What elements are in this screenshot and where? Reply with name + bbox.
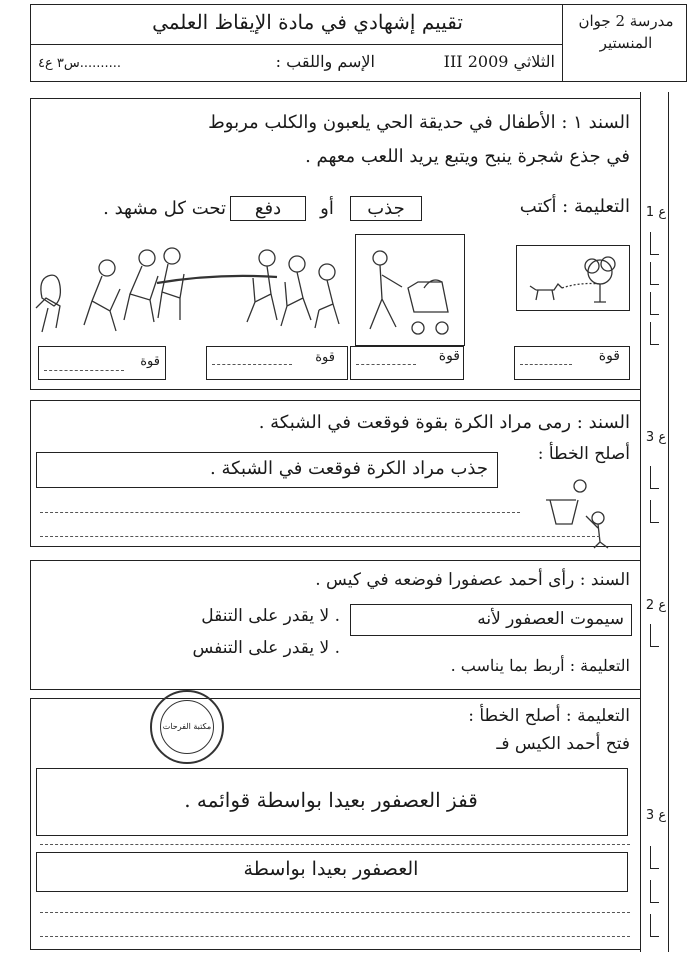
section1-instruction: التعليمة : أكتب [519,196,630,217]
section1-text-line1: السند ١ : الأطفال في حديقة الحي يلعبون والكلب مربوط [208,112,630,133]
answer-line[interactable] [40,936,630,937]
exam-title: تقييم إشهادي في مادة الإيقاظ العلمي [152,10,463,34]
term-label: الثلاثي III 2009 [443,52,555,71]
section3-statement: سيموت العصفور لأنه [477,609,624,629]
section4-score: ع 3 [645,808,667,823]
answer-dots-4 [520,364,572,365]
answer-label-3: قوة [438,348,460,364]
score-tick [650,500,659,523]
section4-box1-text: قفز العصفور بعيدا بواسطة قوائمه . [184,788,478,812]
answer-line[interactable] [40,912,630,913]
header-divider [562,4,563,82]
answer-line[interactable] [40,536,600,537]
section1-text-line2: في جذع شجرة ينبح ويتبع يريد اللعب معهم . [305,146,630,167]
section1-instruction-end: تحت كل مشهد . [103,198,226,219]
section2-text: السند : رمى مراد الكرة بقوة فوقعت في الشبكة . [258,412,630,433]
score-tick [650,846,659,869]
answer-line[interactable] [40,512,520,513]
school-name: مدرسة 2 جوان المنستير [578,12,674,52]
word-pull-box: جذب [350,196,422,221]
section2-score: ع 3 [645,430,667,445]
section2-instruction: أصلح الخطأ : [537,444,630,464]
score-tick [650,322,659,345]
answer-line[interactable] [40,844,630,845]
stamp-text: مكتبة الفرحات [162,722,212,731]
header-row-divider [30,44,562,45]
score-tick [650,880,659,903]
score-tick [650,624,659,647]
score-tick [650,232,659,255]
section4-box2-text: العصفور بعيدا بواسطة [243,858,419,880]
class-field[interactable]: ..........س٣ ع٤ [38,56,122,71]
score-tick [650,914,659,937]
answer-dots-2 [212,364,292,365]
stroller-illustration [358,240,458,340]
option-can-not-move[interactable]: . لا يقدر على التنقل [201,606,340,626]
tug-of-war-illustration [22,238,352,338]
section3-score: ع 2 [645,598,667,613]
dog-tree-illustration [520,250,624,308]
section4-line: فتح أحمد الكيس فـ [496,734,630,754]
section2-sentence: جذب مراد الكرة فوقعت في الشبكة . [210,458,488,479]
answer-label-4: قوة [598,348,620,364]
margin-line-2 [668,92,669,952]
score-tick [650,262,659,285]
word-push-box: دفع [230,196,306,221]
name-label: الإسم واللقب : [275,52,375,71]
score-tick [650,292,659,315]
library-stamp [150,690,224,764]
section1-score: ع 1 [645,205,667,220]
answer-label-1: قوة [140,354,160,369]
section3-instruction: التعليمة : أربط بما يناسب . [450,656,630,675]
answer-label-2: قوة [315,350,335,365]
section3-text: السند : رأى أحمد عصفورا فوضعه في كيس . [315,570,630,590]
option-can-not-breathe[interactable]: . لا يقدر على التنفس [192,638,340,658]
score-tick [650,466,659,489]
word-or: أو [320,198,334,219]
section4-instruction: التعليمة : أصلح الخطأ : [468,706,630,726]
answer-dots-3 [356,364,416,365]
answer-dots-1 [44,370,124,371]
basketball-player-illustration [536,478,616,550]
